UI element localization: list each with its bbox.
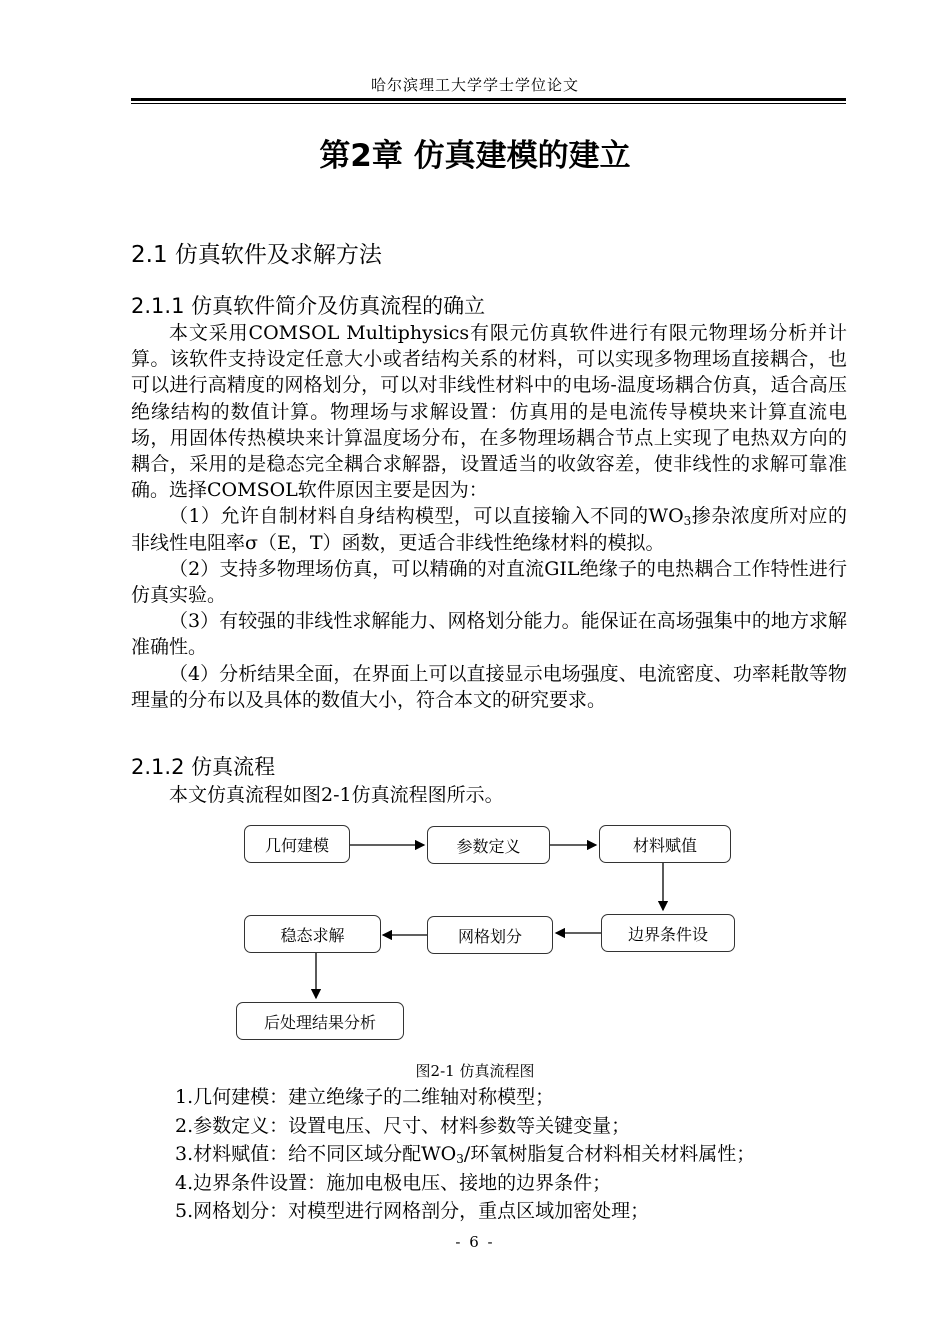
list-item: 4.边界条件设置：施加电极电压、接地的边界条件； — [175, 1171, 612, 1194]
reason-4: （4）分析结果全面，在界面上可以直接显示电场强度、电流密度、功率耗散等物理量的分布以及具体的数值大小，符合本文的研究要求。 — [131, 662, 847, 711]
steps-list — [175, 1083, 755, 1226]
subsection-heading-2: 2.1.2 仿真流程 — [131, 755, 276, 779]
chapter-title: 第2章 仿真建模的建立 — [319, 138, 631, 174]
flow-step-geometry: 几何建模 — [244, 825, 350, 863]
flow-step-solve: 稳态求解 — [244, 915, 381, 953]
list-item: 1.几何建模：建立绝缘子的二维轴对称模型； — [175, 1086, 555, 1108]
reason-3: （3）有较强的非线性求解能力、网格划分能力。能保证在高场强集中的地方求解准确性。 — [131, 610, 847, 659]
list-item: 5.网格划分：对模型进行网格剖分，重点区域加密处理； — [175, 1200, 650, 1222]
flow-step-parameters: 参数定义 — [427, 826, 550, 864]
flow-step-materials: 材料赋值 — [599, 825, 731, 863]
page-number: - 6 - — [455, 1233, 495, 1251]
list-item: 3.材料赋值：给不同区域分配$WO_3/$环氧树脂复合材料相关材料属性； — [175, 1143, 756, 1166]
figure-caption: 图2-1 仿真流程图 — [415, 1062, 535, 1080]
flow-step-postprocess: 后处理结果分析 — [236, 1002, 404, 1040]
reason-1: （1）允许自制材料自身结构模型，可以直接输入不同的$WO_3$掺杂浓度所对应的非线性电阻率σ（E，T）函数，更适合非线性绝缘材料的模拟。 — [131, 505, 847, 554]
list-item: 2.参数定义：设置电压、尺寸、材料参数等关键变量； — [175, 1114, 631, 1137]
section-heading: 2.1 仿真软件及求解方法 — [131, 242, 382, 268]
subsection-2-intro: 本文仿真流程如图2-1仿真流程图所示。 — [169, 784, 504, 806]
subsection-heading-1: 2.1.1 仿真软件简介及仿真流程的确立 — [131, 294, 486, 318]
flow-step-boundary: 边界条件设 — [601, 914, 735, 952]
reason-2: （2）支持多物理场仿真，可以精确的对直流GIL绝缘子的电热耦合工作特性进行仿真实验。 — [131, 557, 847, 607]
intro-paragraph: 本文采用COMSOL Multiphysics有限元仿真软件进行有限元物理场分析并计算。该软件支持设定任意大小或者结构关系的材料，可以实现多物理场直接耦合，也可以进行高精度的网格划分，可以对非线性材料中的电场-温度场耦合仿真，适合高压绝缘结构的数值计算。物理场与求解设置：仿真用的是电流传导模块来计算直流电场，用固体传热模块来计算温度场分布，在多物理场耦合节点上实现了电热双方向的耦合，采用的是稳态完全耦合求解器，设置适当的收敛容差，使非线性的求解可靠准确。选择COMSOL软件原因主要是因为： — [131, 322, 847, 502]
flow-step-mesh: 网格划分 — [427, 916, 553, 954]
running-header: 哈尔滨理工大学学士学位论文 — [370, 76, 579, 94]
